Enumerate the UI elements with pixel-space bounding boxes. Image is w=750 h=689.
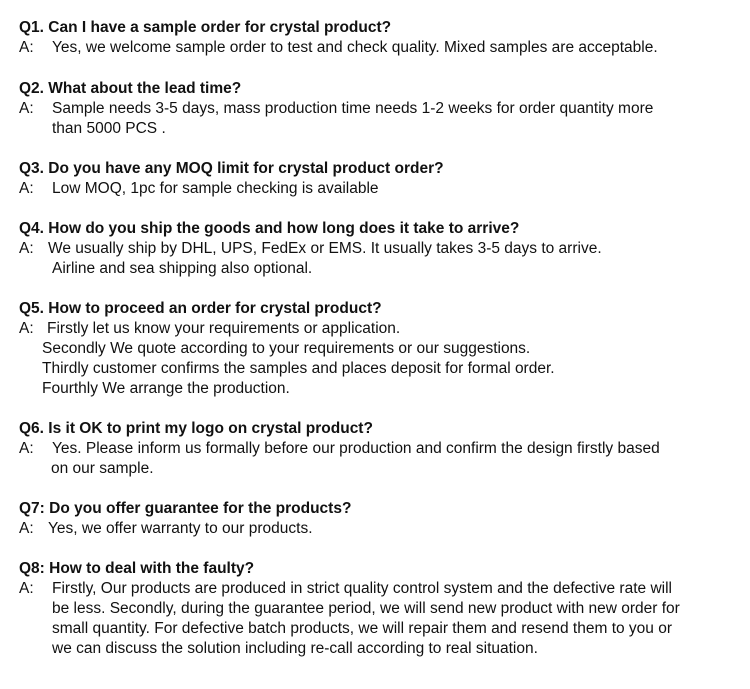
- faq-item-q1: [19, 18, 734, 58]
- faq-item-q6: [19, 419, 734, 479]
- answer-line: Airline and sea shipping also optional.: [52, 260, 313, 277]
- question-q8: Q8: How to deal with the faulty?: [19, 560, 255, 577]
- question-q7: Q7: Do you offer guarantee for the products?: [19, 500, 352, 517]
- question-q6: Q6. Is it OK to print my logo on crystal product?: [19, 420, 373, 437]
- faq-item-q4: [19, 219, 734, 279]
- answer-line: Firstly, Our products are produced in strict quality control system and the defective rate will: [52, 580, 672, 597]
- answer-q3: [19, 179, 734, 199]
- answer-label: A:: [19, 39, 34, 56]
- answer-line: Yes, we offer warranty to our products.: [48, 520, 313, 537]
- answer-line: Sample needs 3-5 days, mass production time needs 1-2 weeks for order quantity more: [52, 100, 654, 117]
- faq-item-q5: [19, 299, 734, 399]
- answer-label: A:: [19, 520, 34, 537]
- answer-line: Secondly We quote according to your requirements or our suggestions.: [42, 340, 531, 357]
- answer-q8: [19, 579, 734, 659]
- answer-line: on our sample.: [51, 460, 154, 477]
- answer-line: Thirdly customer confirms the samples and places deposit for formal order.: [42, 360, 555, 377]
- answer-line: we can discuss the solution including re-call according to real situation.: [52, 640, 538, 657]
- answer-label: A:: [19, 100, 34, 117]
- faq-item-q3: [19, 159, 734, 199]
- answer-q7: [19, 519, 734, 539]
- faq-item-q2: [19, 79, 734, 139]
- answer-line: be less. Secondly, during the guarantee period, we will send new product with new order for: [52, 600, 680, 617]
- question-q2: Q2. What about the lead time?: [19, 80, 242, 97]
- answer-line: Fourthly We arrange the production.: [42, 380, 290, 397]
- answer-label: A:: [19, 580, 34, 597]
- answer-q4: [19, 239, 734, 279]
- answer-label: A:: [19, 180, 34, 197]
- answer-label: A:: [19, 320, 34, 337]
- answer-line: Yes. Please inform us formally before our production and confirm the design firstly based: [52, 440, 660, 457]
- answer-line: Yes, we welcome sample order to test and check quality. Mixed samples are acceptable.: [52, 39, 658, 56]
- answer-line: Firstly let us know your requirements or application.: [47, 320, 401, 337]
- answer-line: Low MOQ, 1pc for sample checking is available: [52, 180, 379, 197]
- question-q5: Q5. How to proceed an order for crystal product?: [19, 300, 382, 317]
- answer-label: A:: [19, 440, 34, 457]
- question-q4: Q4. How do you ship the goods and how long does it take to arrive?: [19, 220, 520, 237]
- answer-line: small quantity. For defective batch products, we will repair them and resend them to you or: [52, 620, 673, 637]
- faq-item-q7: [19, 499, 734, 539]
- answer-line: We usually ship by DHL, UPS, FedEx or EMS. It usually takes 3-5 days to arrive.: [48, 240, 602, 257]
- question-q3: Q3. Do you have any MOQ limit for crystal product order?: [19, 160, 444, 177]
- answer-label: A:: [19, 240, 34, 257]
- answer-line: than 5000 PCS .: [52, 120, 166, 137]
- answer-q5: [19, 319, 734, 399]
- answer-q6: [19, 439, 734, 479]
- faq-item-q8: [19, 559, 734, 659]
- answer-q2: [19, 99, 734, 139]
- answer-q1: [19, 38, 734, 58]
- question-q1: Q1. Can I have a sample order for crystal product?: [19, 19, 392, 36]
